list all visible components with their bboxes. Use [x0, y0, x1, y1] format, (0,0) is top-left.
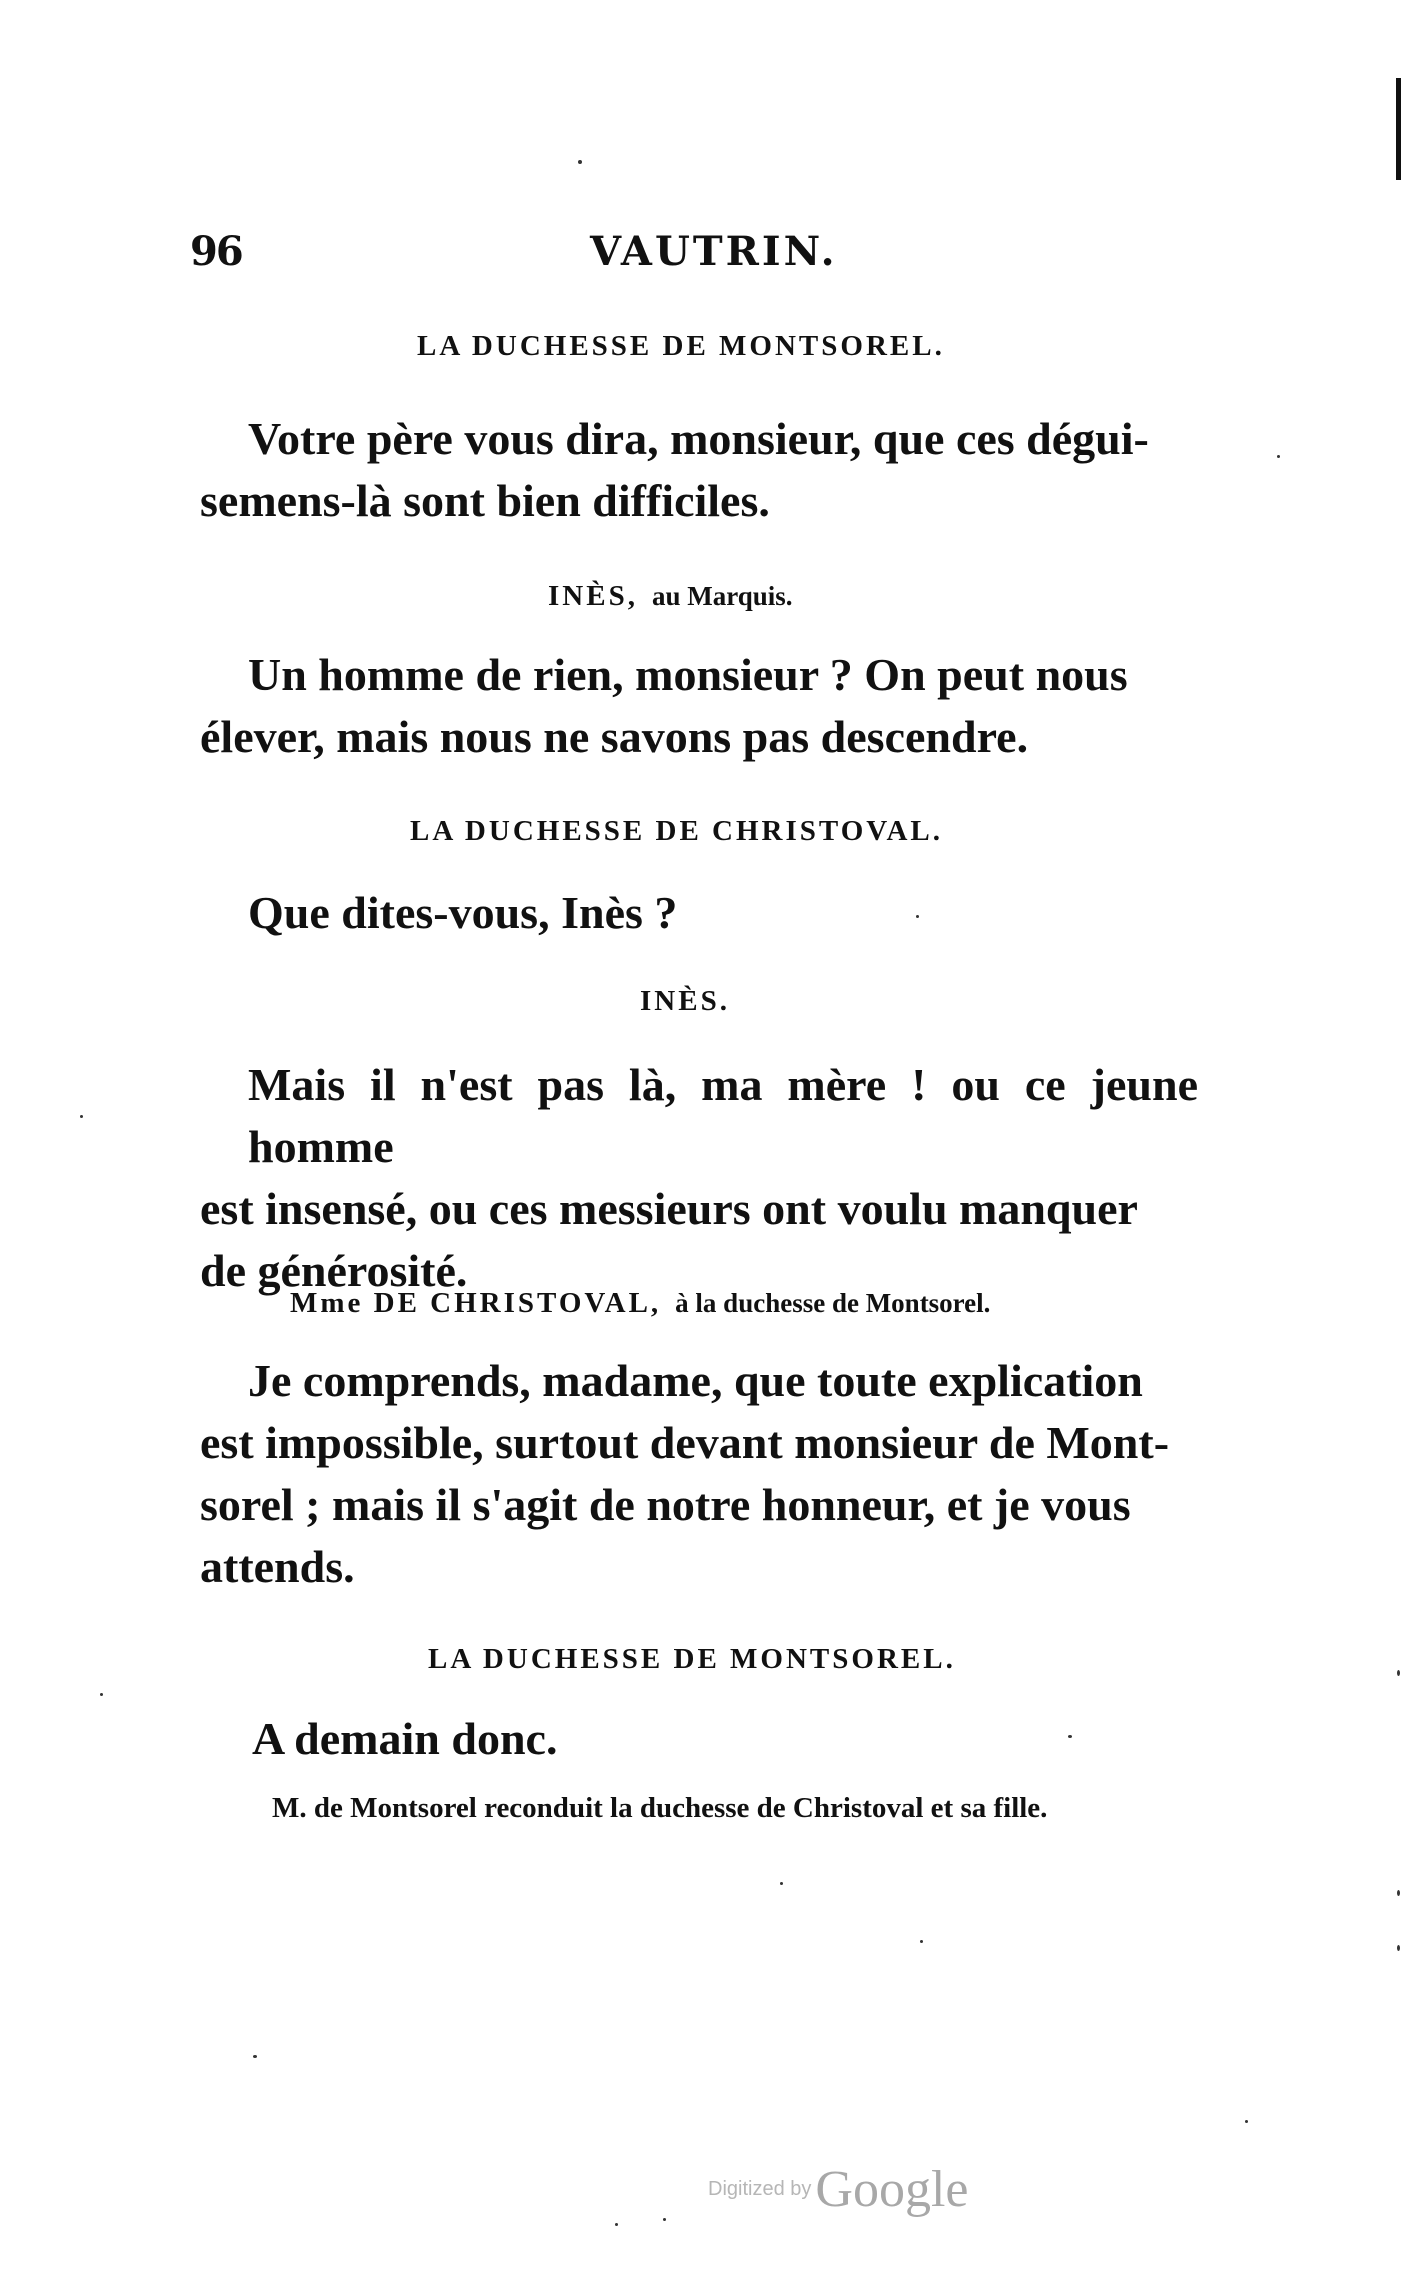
speaker-heading [290, 1287, 990, 1320]
speech-text [200, 1054, 1198, 1302]
speaker-heading [640, 985, 730, 1018]
speech-line: sorel ; mais il s'agit de notre honneur, et je vous [200, 1479, 1131, 1530]
scan-speck [80, 1115, 83, 1118]
scan-speck [780, 1882, 783, 1885]
scan-speck [1245, 2120, 1248, 2123]
speech-line: attends. [200, 1541, 355, 1592]
digitization-watermark [708, 2160, 968, 2219]
speaker-direction: au Marquis. [651, 581, 793, 611]
speech-line: de générosité. [200, 1245, 468, 1296]
speaker-heading [548, 580, 793, 613]
speech-line: est impossible, surtout devant monsieur de Mont- [200, 1417, 1170, 1468]
speaker-name: Mme DE CHRISTOVAL, [290, 1287, 662, 1319]
scan-speck [253, 2055, 257, 2058]
watermark-brand: Google [815, 2161, 969, 2218]
speech-line: A demain donc. [252, 1713, 558, 1764]
scan-speck [1397, 1945, 1400, 1951]
speaker-name: LA DUCHESSE DE MONTSOREL. [417, 330, 945, 362]
scan-speck [1277, 455, 1280, 458]
page-number: 96 [190, 228, 242, 275]
final-stage-direction: M. de Montsorel reconduit la duchesse de Christoval et sa fille. [272, 1792, 1048, 1824]
speech-text [252, 1708, 1198, 1770]
speech-text [200, 408, 1198, 532]
speech-line: semens-là sont bien difficiles. [200, 475, 770, 526]
speaker-direction: à la duchesse de Montsorel. [675, 1288, 991, 1318]
page-header [190, 228, 1200, 288]
speech-line: élever, mais nous ne savons pas descendre. [200, 711, 1029, 762]
speech-line: Je comprends, madame, que toute explication [248, 1355, 1143, 1406]
scan-speck [1068, 1735, 1072, 1738]
scan-speck [100, 1693, 103, 1696]
scan-speck [1397, 1670, 1400, 1676]
scan-speck [1397, 1890, 1400, 1896]
speech-text [200, 1350, 1198, 1598]
speech-text [200, 644, 1198, 768]
speech-line: Votre père vous dira, monsieur, que ces dégui- [248, 413, 1149, 464]
speaker-name: LA DUCHESSE DE CHRISTOVAL. [410, 815, 944, 847]
scan-speck [615, 2223, 618, 2226]
speaker-heading [410, 815, 943, 848]
speaker-name: INÈS, [548, 580, 638, 612]
scan-speck [916, 915, 919, 918]
scan-speck [578, 160, 582, 164]
watermark-prefix: Digitized by [708, 2178, 812, 2200]
speech-line: Que dites-vous, Inès ? [248, 887, 678, 938]
speech-line: Un homme de rien, monsieur ? On peut nous [248, 649, 1128, 700]
speech-text [248, 882, 1198, 944]
speech-line: Mais il n'est pas là, ma mère ! ou ce jeune homme [248, 1059, 1198, 1172]
speech-line: est insensé, ou ces messieurs ont voulu manquer [200, 1183, 1138, 1234]
speaker-name: LA DUCHESSE DE MONTSOREL. [428, 1643, 956, 1675]
page-edge-shadow [1396, 78, 1401, 180]
speaker-heading [417, 330, 945, 363]
scan-speck [920, 1940, 923, 1943]
speaker-name: INÈS. [640, 985, 730, 1017]
speaker-heading [428, 1643, 956, 1676]
scan-speck [663, 2218, 666, 2221]
running-title: VAUTRIN. [590, 228, 838, 275]
